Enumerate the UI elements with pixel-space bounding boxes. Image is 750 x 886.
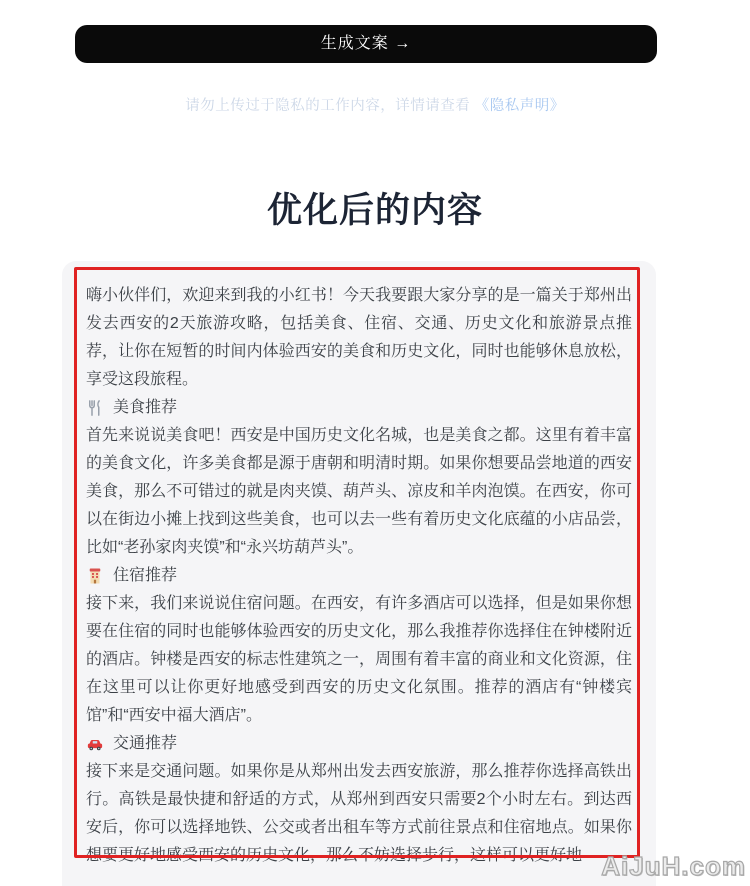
food-paragraph: 首先来说说美食吧！西安是中国历史文化名城，也是美食之都。这里有着丰富的美食文化，许多美食都是源于唐朝和明清时期。如果你想要品尝地道的西安美食，那么不可错过的就是肉夹馍、葫芦头、凉皮和羊肉泡馍。在西安，你可以在街边小摊上找到这些美食，也可以去一些有着历史文化底蕴的小店品尝，比如“老孙家肉夹馍”和“永兴坊葫芦头”。 [86, 427, 632, 556]
section-title: 美食推荐 [113, 399, 178, 416]
privacy-policy-link[interactable]: 《隐私声明》 [474, 98, 565, 114]
hotel-paragraph: 接下来，我们来说说住宿问题。在西安，有许多酒店可以选择，但是如果你想要在住宿的同时也能够体验西安的历史文化，那么我推荐你选择住在钟楼附近的酒店。钟楼是西安的标志性建筑之一，周围有着丰富的商业和文化资源，住在这里可以让你更好地感受到西安的历史文化氛围。推荐的酒店有“钟楼宾馆”和“西安中福大酒店”。 [86, 595, 632, 724]
fork-knife-icon [86, 399, 104, 417]
section-header-food [86, 394, 632, 422]
section-header-hotel [86, 562, 632, 590]
page-title: 优化后的内容 [266, 191, 483, 230]
transport-paragraph: 接下来是交通问题。如果你是从郑州出发去西安旅游，那么推荐你选择高铁出行。高铁是最快捷和舒适的方式，从郑州到西安只需要2个小时左右。到达西安后，你可以选择地铁、公交或者出租车等方式前往景点和住宿地点。如果你想要更好地感受西安的历史文化，那么不妨选择步行，这样可以更好地 [86, 763, 632, 864]
section-title: 住宿推荐 [113, 567, 178, 584]
privacy-note [0, 94, 750, 115]
car-icon [86, 735, 104, 753]
intro-paragraph: 嗨小伙伴们，欢迎来到我的小红书！今天我要跟大家分享的是一篇关于郑州出发去西安的2天旅游攻略，包括美食、住宿、交通、历史文化和旅游景点推荐，让你在短暂的时间内体验西安的美食和历史文化，同时也能够休息放松，享受这段旅程。 [86, 287, 632, 388]
privacy-note-text: 请勿上传过于隐私的工作内容，详情请查看 [185, 98, 475, 114]
section-header-transport [86, 730, 632, 758]
optimized-content-box [62, 261, 656, 886]
hotel-icon [86, 567, 104, 585]
generate-copy-button[interactable]: 生成文案 → [75, 25, 657, 63]
watermark: AiJuH.com [601, 851, 746, 881]
section-title: 交通推荐 [113, 735, 178, 752]
